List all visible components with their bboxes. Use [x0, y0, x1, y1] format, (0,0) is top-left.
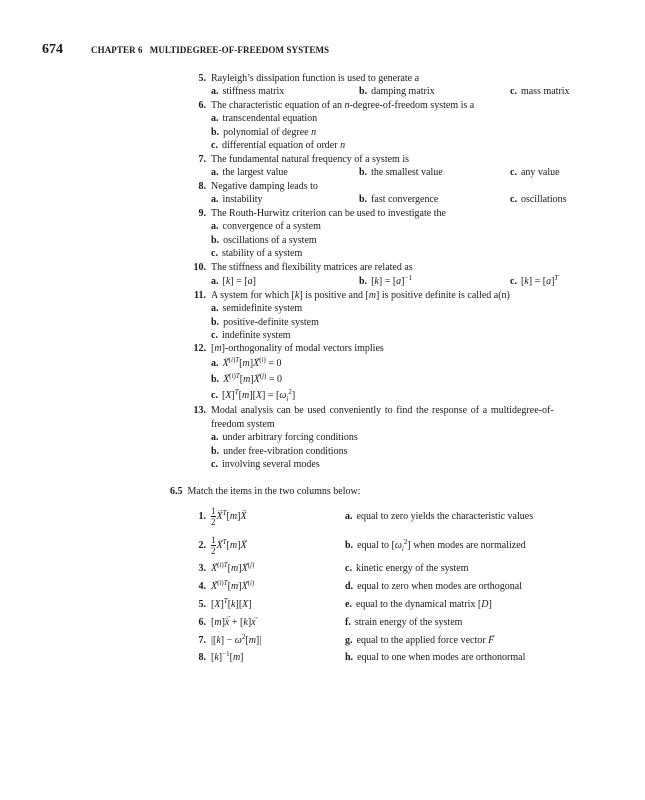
option: c. differential equation of order n: [211, 140, 346, 151]
option: c. $[k] = [a]^T$: [510, 274, 559, 287]
option: c. stability of a system: [211, 248, 303, 259]
option: b. $[k] = [a]^{-1}$: [359, 274, 412, 287]
option: $b.\to X^{(i)T}[m]\to X^{(j)} = 0$: [211, 374, 282, 386]
option: b. oscillations of a system: [211, 235, 317, 246]
question-number: 12.: [193, 343, 206, 354]
question-stem: Rayleigh’s dissipation function is used to generate a: [211, 73, 420, 84]
question-stem: Negative damping leads to: [211, 181, 318, 192]
match-right-item: f. strain energy of the system: [345, 617, 463, 628]
running-head: CHAPTER 6 MULTIDEGREE-OF-FREEDOM SYSTEMS: [91, 45, 330, 55]
option: b. the smallest value: [359, 167, 443, 178]
option: c. $[X]^T[m][X] = [\omega_i^2]$: [211, 388, 296, 403]
question-number: 11.: [194, 290, 206, 301]
option: b. fast convergence: [359, 194, 439, 205]
match-left-number: 3.: [198, 563, 206, 574]
question-number: 8.: [198, 181, 206, 192]
match-left-number: 6.: [198, 617, 206, 628]
question-stem: The characteristic equation of an n-degree-of-freedom system is a: [211, 100, 475, 111]
match-right-item: c. kinetic energy of the system: [345, 563, 469, 574]
option: b. polynomial of degree n: [211, 127, 317, 138]
question-number: 5.: [198, 73, 206, 84]
question-stem: The Routh-Hurwitz criterion can be used to investigate the: [211, 208, 446, 219]
question-number: 9.: [198, 208, 206, 219]
match-left-item: → $X^{(i)T}[m]\to X^{(j)}$: [211, 563, 254, 575]
match-left-number: 8.: [198, 652, 206, 663]
option: b. damping matrix: [359, 86, 435, 97]
question-number: 13.: [193, 405, 206, 416]
option: a. stiffness matrix: [211, 86, 285, 97]
option: c. indefinite system: [211, 330, 291, 341]
match-left-number: 2.: [198, 540, 206, 551]
match-left-number: 7.: [198, 635, 206, 646]
option: a. instability: [211, 194, 263, 205]
match-left-number: 5.: [198, 599, 206, 610]
question-stem: [m]-orthogonality of modal vectors implies: [211, 343, 384, 354]
question-stem: The fundamental natural frequency of a system is: [211, 154, 409, 165]
question-number: 10.: [193, 262, 206, 273]
match-left-item: $\frac{1}{2}$ → $X^T[m]\to X$: [211, 532, 247, 560]
option: c. involving several modes: [211, 459, 320, 470]
match-left-number: 1.: [198, 511, 206, 522]
match-right-item: h. equal to one when modes are orthonormal: [345, 652, 526, 663]
match-left-number: 4.: [198, 581, 206, 592]
question-number: 6.: [198, 100, 206, 111]
option: a. under arbitrary forcing conditions: [211, 432, 358, 443]
match-left-item: $[X]^T[k][X]$: [211, 597, 252, 610]
problem-6-5: 6.5 Match the items in the two columns below:: [170, 486, 361, 497]
option: a. semidefinite system: [211, 303, 303, 314]
option: a. the largest value: [211, 167, 288, 178]
option: c. oscillations: [510, 194, 567, 205]
page-number: 674: [42, 42, 63, 57]
match-right-item: a. equal to zero yields the characteristic values: [345, 511, 534, 522]
match-right-item: d. equal to zero when modes are orthogonal: [345, 581, 523, 592]
option: a. transcendental equation: [211, 113, 318, 124]
question-stem: The stiffness and flexibility matrices are related as: [211, 262, 413, 273]
match-left-item: $[k]^{-1}[m]$: [211, 650, 244, 663]
match-left-item: → $X^{(i)T}[m]\to X^{(i)}$: [211, 581, 254, 593]
option: b. under free-vibration conditions: [211, 446, 348, 457]
match-left-item: $\frac{1}{2}$ → X ·$^T$[m]→ X ·: [211, 503, 247, 531]
option: a. [k] = [a]: [211, 276, 256, 287]
match-right-item: e. equal to the dynamical matrix [D]: [345, 599, 492, 610]
question-stem-continued: freedom system: [211, 419, 275, 430]
match-right-item: g. equal to the applied force vector → F: [345, 635, 494, 647]
option: b. positive-definite system: [211, 317, 319, 328]
match-left-item: [m]→ x ·· + [k]→ x: [211, 617, 256, 629]
option: c. any value: [510, 167, 560, 178]
option: $a.\to X^{(i)T}[m]\to X^{(i)} = 0$: [211, 358, 281, 370]
option: c. mass matrix: [510, 86, 570, 97]
question-number: 7.: [198, 154, 206, 165]
match-left-item: $|[k] - \omega^2[m]|$: [211, 633, 262, 646]
match-right-item: b. equal to $[\omega_i^2]$ when modes are normalized: [345, 538, 526, 553]
question-stem: Modal analysis can be used conveniently to find the response of a multidegree-of-: [211, 405, 554, 416]
option: a. convergence of a system: [211, 221, 321, 232]
question-stem: A system for which [k] is positive and [m] is positive definite is called a(n): [211, 290, 510, 301]
